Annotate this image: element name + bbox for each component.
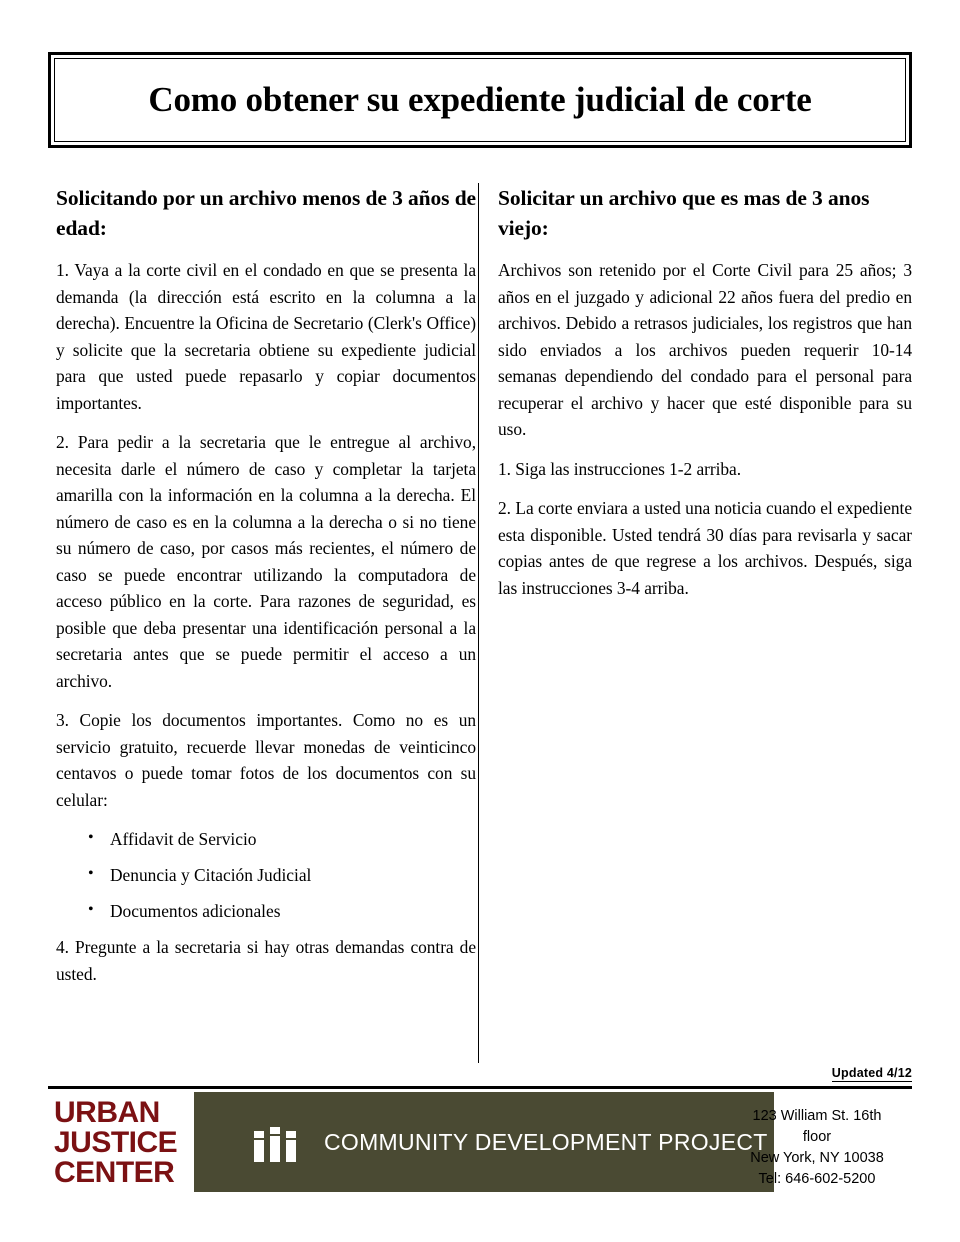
list-item: • Denuncia y Citación Judicial [56, 862, 476, 888]
left-paragraph-2: 2. Para pedir a la secretaria que le entregue al archivo, necesita darle el número de caso y completar la tarjeta amarilla con la información en la columna a la derecha. El número de caso es en la columna a la derecha o si no tiene su número de caso, por casos más recientes, el número de caso se puede encontrar utilizando la computadora de acceso público en la corte. Para razones de seguridad, es posible que deba presentar una identificación personal a la secretaria antes que se puede permitir el acceso a un archivo. [56, 432, 476, 691]
column-divider [478, 183, 479, 1063]
right-paragraph-1: Archivos son retenido por el Corte Civil para 25 años; 3 años en el juzgado y adicional 22 años fuera del predio en archivos. Debido a retrasos judiciales, los registros que han sido enviados a los archivos pueden requerir 10-14 semanas dependiendo del condado para el personal para recuperar el archivo y hacer que esté disponible para su uso. [498, 260, 912, 439]
address-line-3: New York, NY 10038 [750, 1150, 884, 1166]
left-column [56, 183, 476, 1000]
title-banner [48, 52, 912, 148]
document-list [56, 826, 476, 924]
updated-stamp: Updated 4/12 [831, 1066, 912, 1080]
footer-address [722, 1106, 912, 1190]
address-phone: Tel: 646-602-5200 [758, 1171, 876, 1187]
logo-line-1: URBAN [54, 1096, 160, 1129]
right-paragraph-2: 1. Siga las instrucciones 1-2 arriba. [498, 458, 742, 479]
list-item: • Affidavit de Servicio [56, 826, 476, 852]
footer [48, 1092, 912, 1196]
content-columns [56, 183, 912, 1063]
footer-divider [48, 1086, 912, 1089]
list-item: • Documentos adicionales [56, 898, 476, 924]
title-banner-inner [54, 58, 906, 142]
people-group-icon [252, 1122, 302, 1162]
project-name-label: COMMUNITY DEVELOPMENT PROJECT [324, 1128, 768, 1155]
logo-line-3: CENTER [54, 1156, 175, 1189]
community-development-project-bar [194, 1092, 774, 1192]
person-figure-icon [270, 1136, 280, 1162]
left-column-heading: Solicitando por un archivo menos de 3 años de edad: [56, 186, 476, 240]
person-figure-icon [286, 1140, 296, 1162]
right-paragraph-3: 2. La corte enviara a usted una noticia cuando el expediente esta disponible. Usted tendrá 30 días para revisarla y sacar copias antes de que regrese a los archivos. Después, siga las instrucciones 3-4 arriba. [498, 498, 912, 598]
right-column [492, 183, 912, 614]
right-column-heading: Solicitar un archivo que es mas de 3 anos viejo: [498, 186, 870, 240]
left-paragraph-3: 3. Copie los documentos importantes. Como no es un servicio gratuito, recuerde llevar monedas de veinticinco centavos o puede tomar fotos de los documentos con su celular: [56, 710, 476, 810]
left-paragraph-4: 4. Pregunte a la secretaria si hay otras demandas contra de usted. [56, 937, 476, 984]
logo-line-2: JUSTICE [54, 1126, 178, 1159]
page-title: Como obtener su expediente judicial de corte [148, 80, 812, 119]
address-line-2: floor [802, 1129, 832, 1145]
address-line-1: 123 William St. 16th [752, 1108, 882, 1124]
left-paragraph-1: 1. Vaya a la corte civil en el condado en que se presenta la demanda (la dirección está escrito en la columna a la derecha). Encuentre la Oficina de Secretario (Clerk's Office) y solicite que la secretaria obtiene su expediente judicial para que usted puede repasarlo y copiar documentos importantes. [56, 260, 476, 413]
person-figure-icon [254, 1140, 264, 1162]
